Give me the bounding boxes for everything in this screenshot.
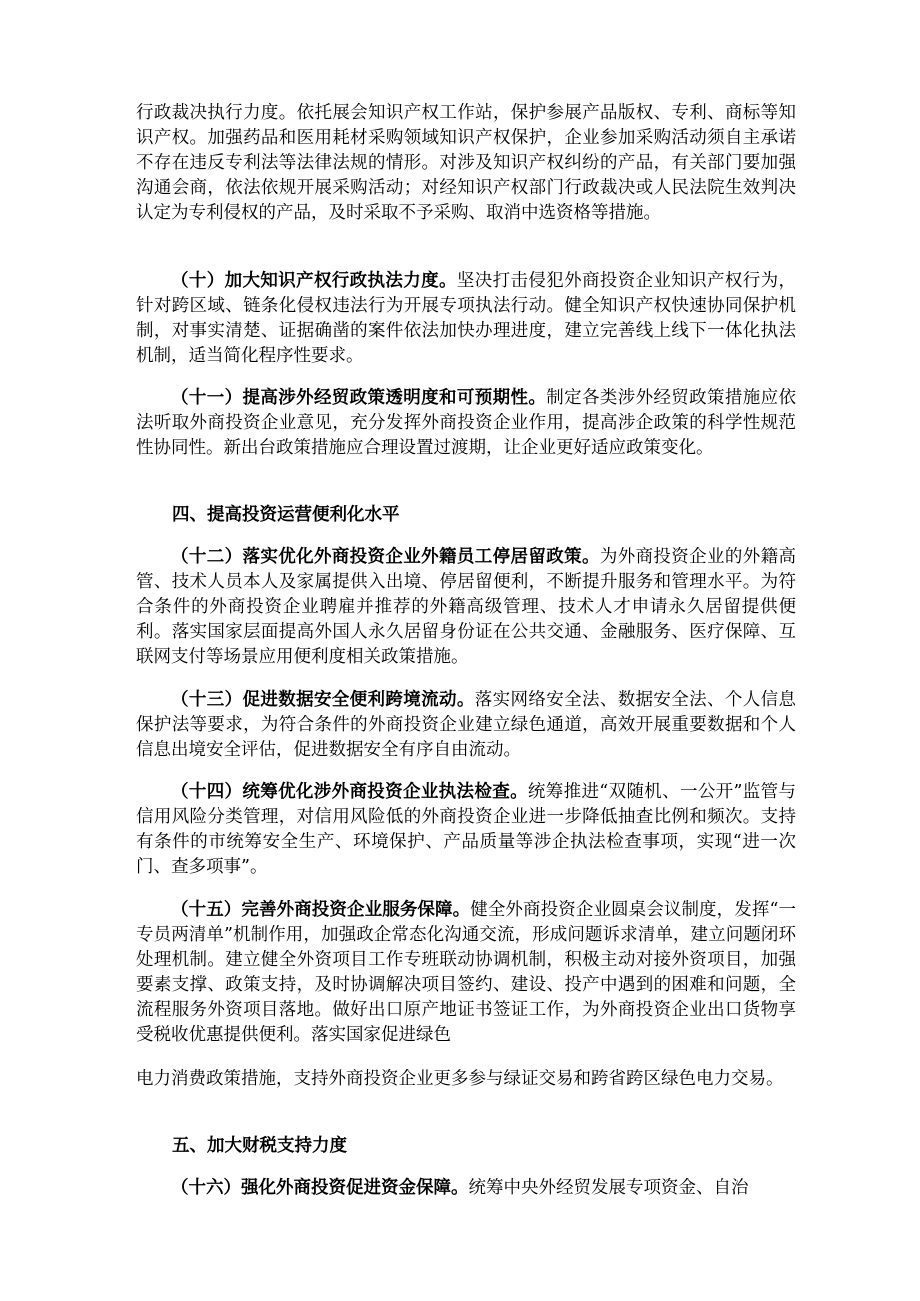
paragraph-16 — [136, 1176, 796, 1201]
paragraph-text: 电力消费政策措施，支持外商投资企业更多参与绿证交易和跨省跨区绿色电力交易。 — [136, 1069, 784, 1089]
paragraph-text: 健全外商投资企业圆桌会议制度，发挥“一专员两清单”机制作用，加强政企常态化沟通交流，形成问题诉求清单，建立问题闭环处理机制。建立健全外资项目工作专班联动协调机制，积极主动对接外资项目，加强要素支撑、政策支持，及时协调解决项目签约、建设、投产中遇到的困难和问题，全流程服务外资项目落地。做好出口原产地证书签证工作，为外商投资企业出口货物享受税收优惠提供便利。落实国家促进绿色 — [136, 900, 797, 1045]
section-heading-4: 四、提高投资运营便利化水平 — [172, 505, 400, 525]
paragraph-ip-enforcement-continued — [136, 101, 796, 226]
paragraph-title: （十三）促进数据安全便利跨境流动。 — [171, 690, 475, 710]
paragraph-title: （十）加大知识产权行政执法力度。 — [171, 271, 457, 291]
paragraph-text: 制定各类涉外经贸政策措施应依法听取外商投资企业意见，充分发挥外商投资企业作用，提高涉企政策的科学性规范性协同性。新出台政策措施应合理设置过渡期，让企业更好适应政策变化。 — [136, 388, 797, 458]
paragraph-10 — [136, 269, 796, 369]
paragraph-title: （十五）完善外商投资企业服务保障。 — [171, 900, 471, 920]
paragraph-11 — [136, 386, 796, 461]
paragraph-text: 落实网络安全法、数据安全法、个人信息保护法等要求，为符合条件的外商投资企业建立绿色通道，高效开展重要数据和个人信息出境安全评估，促进数据安全有序自由流动。 — [136, 690, 796, 760]
paragraph-text: 为外商投资企业的外籍高管、技术人员本人及家属提供入出境、停居留便利，不断提升服务和管理水平。为符合条件的外商投资企业聘雇并推荐的外籍高级管理、技术人才申请永久居留提供便利。落实国家层面提高外国人永久居留身份证在公共交通、金融服务、医疗保障、互联网支付等场景应用便利度相关政策措施。 — [136, 547, 797, 667]
paragraph-12 — [136, 545, 796, 670]
paragraph-15-continued — [136, 1067, 796, 1092]
paragraph-title: （十四）统筹优化涉外商投资企业执法检查。 — [171, 782, 528, 802]
paragraph-text: 行政裁决执行力度。依托展会知识产权工作站，保护参展产品版权、专利、商标等知识产权。加强药品和医用耗材采购领域知识产权保护，企业参加采购活动须自主承诺不存在违反专利法等法律法规的情形。对涉及知识产权纠纷的产品，有关部门要加强沟通会商，依法依规开展采购活动；对经知识产权部门行政裁决或人民法院生效判决认定为专利侵权的产品，及时采取不予采购、取消中选资格等措施。 — [136, 103, 796, 223]
paragraph-text: 坚决打击侵犯外商投资企业知识产权行为，针对跨区域、链条化侵权违法行为开展专项执法行动。健全知识产权快速协同保护机制，对事实清楚、证据确凿的案件依法加快办理进度，建立完善线上线下一体化执法机制，适当简化程序性要求。 — [136, 271, 797, 366]
section-heading-5: 五、加大财税支持力度 — [172, 1136, 347, 1156]
paragraph-title: （十六）强化外商投资促进资金保障。 — [171, 1178, 469, 1198]
paragraph-13 — [136, 688, 796, 763]
paragraph-14 — [136, 780, 796, 880]
paragraph-text: 统筹中央外经贸发展专项资金、自治 — [468, 1178, 749, 1198]
paragraph-title: （十一）提高涉外经贸政策透明度和可预期性。 — [171, 388, 547, 408]
paragraph-title: （十二）落实优化外商投资企业外籍员工停居留政策。 — [171, 547, 600, 567]
paragraph-text: 统筹推进“双随机、一公开”监管与信用风险分类管理，对信用风险低的外商投资企业进一步降低抽查比例和频次。支持有条件的市统筹安全生产、环境保护、产品质量等涉企执法检查事项，实现“进一次门、查多项事”。 — [136, 782, 796, 877]
paragraph-15 — [136, 898, 796, 1048]
